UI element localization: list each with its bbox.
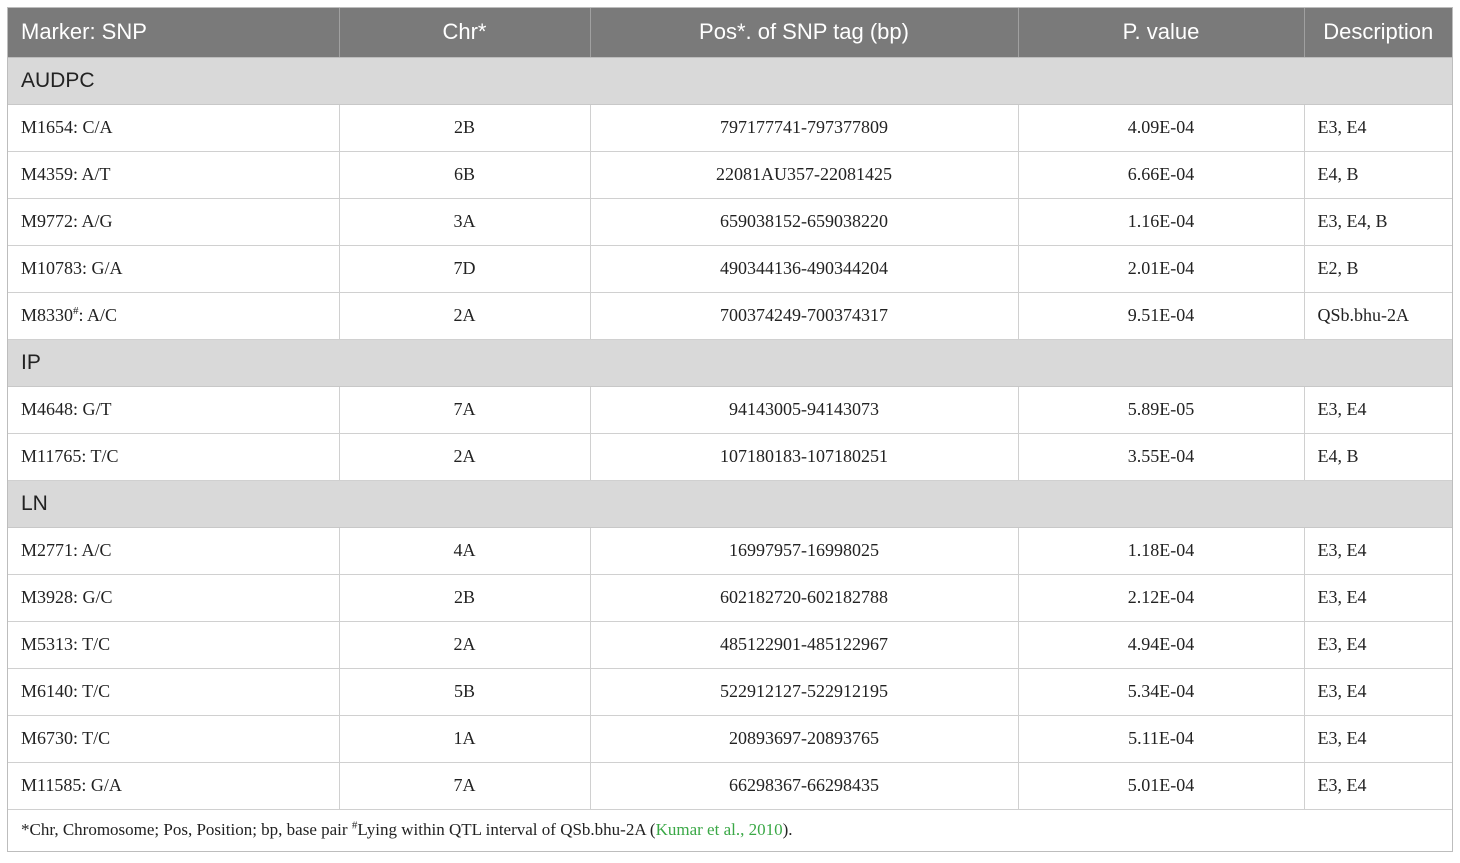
cell-p-value: 5.01E-04 [1018,762,1304,809]
marker-sup: # [73,305,79,317]
footnote-hash-sup: # [351,819,358,832]
cell-marker [8,104,339,151]
cell-p-value: 5.34E-04 [1018,668,1304,715]
cell-description: E2, B [1304,245,1452,292]
footnote-text-middle: Lying within QTL interval of QSb.bhu-2A ( [357,820,656,840]
table-row [8,715,1452,762]
cell-p-value: 9.51E-04 [1018,292,1304,339]
header-position: Pos*. of SNP tag (bp) [590,8,1018,57]
header-description: Description [1304,8,1452,57]
cell-position: 522912127-522912195 [590,668,1018,715]
cell-p-value: 2.01E-04 [1018,245,1304,292]
table-row [8,245,1452,292]
cell-position: 66298367-66298435 [590,762,1018,809]
cell-position: 20893697-20893765 [590,715,1018,762]
table-row [8,527,1452,574]
cell-p-value: 5.89E-05 [1018,386,1304,433]
marker-name: M10783: G/A [21,258,123,278]
cell-marker [8,151,339,198]
marker-name: M11585: G/A [21,775,122,795]
cell-marker [8,433,339,480]
marker-name: M2771: A/C [21,540,112,560]
cell-description: QSb.bhu-2A [1304,292,1452,339]
section-title: IP [8,339,1452,386]
cell-position: 16997957-16998025 [590,527,1018,574]
marker-name: M1654: C/A [21,117,113,137]
section-title: AUDPC [8,57,1452,104]
cell-position: 485122901-485122967 [590,621,1018,668]
cell-description: E3, E4 [1304,668,1452,715]
cell-marker [8,715,339,762]
cell-chr: 2B [339,104,590,151]
footnote-text-after: ). [782,820,793,840]
cell-chr: 1A [339,715,590,762]
cell-marker [8,668,339,715]
cell-marker [8,527,339,574]
marker-name: M4648: G/T [21,399,112,419]
snp-marker-table [8,8,1452,851]
cell-position: 602182720-602182788 [590,574,1018,621]
cell-chr: 4A [339,527,590,574]
footnote [8,809,1452,851]
marker-suffix: : A/C [78,305,118,325]
cell-position: 659038152-659038220 [590,198,1018,245]
section-row [8,339,1452,386]
section-title: LN [8,480,1452,527]
section-row [8,480,1452,527]
marker-name: M5313: T/C [21,634,111,654]
cell-description: E3, E4 [1304,386,1452,433]
cell-p-value: 6.66E-04 [1018,151,1304,198]
table-header-row [8,8,1452,57]
cell-position: 107180183-107180251 [590,433,1018,480]
table-row [8,668,1452,715]
table-row [8,386,1452,433]
marker-name: M6730: T/C [21,728,111,748]
cell-chr: 2A [339,433,590,480]
cell-chr: 7A [339,386,590,433]
table-row [8,198,1452,245]
header-marker: Marker: SNP [8,8,339,57]
cell-marker [8,621,339,668]
cell-chr: 2B [339,574,590,621]
marker-name: M4359: A/T [21,164,111,184]
cell-marker [8,198,339,245]
table-row [8,433,1452,480]
cell-description: E3, E4 [1304,762,1452,809]
cell-description: E4, B [1304,151,1452,198]
marker-name: M3928: G/C [21,587,113,607]
cell-p-value: 4.09E-04 [1018,104,1304,151]
cell-position: 490344136-490344204 [590,245,1018,292]
cell-marker [8,574,339,621]
table-row [8,621,1452,668]
cell-chr: 2A [339,621,590,668]
cell-chr: 3A [339,198,590,245]
cell-description: E3, E4 [1304,715,1452,762]
cell-description: E3, E4 [1304,527,1452,574]
cell-position: 700374249-700374317 [590,292,1018,339]
table-row [8,104,1452,151]
cell-position: 22081AU357-22081425 [590,151,1018,198]
table-body [8,57,1452,809]
footnote-reference-link[interactable]: Kumar et al., 2010 [655,820,783,840]
cell-marker [8,762,339,809]
section-row [8,57,1452,104]
cell-chr: 7D [339,245,590,292]
cell-chr: 2A [339,292,590,339]
cell-p-value: 3.55E-04 [1018,433,1304,480]
marker-name: M8330 [21,305,74,325]
cell-description: E3, E4 [1304,104,1452,151]
cell-marker [8,386,339,433]
cell-position: 94143005-94143073 [590,386,1018,433]
cell-description: E3, E4 [1304,574,1452,621]
marker-name: M9772: A/G [21,211,113,231]
cell-description: E3, E4 [1304,621,1452,668]
table-row [8,574,1452,621]
marker-name: M11765: T/C [21,446,119,466]
table-row [8,151,1452,198]
footnote-text-before: *Chr, Chromosome; Pos, Position; bp, base pair [21,820,352,840]
cell-p-value: 5.11E-04 [1018,715,1304,762]
cell-chr: 6B [339,151,590,198]
cell-p-value: 4.94E-04 [1018,621,1304,668]
cell-chr: 7A [339,762,590,809]
cell-chr: 5B [339,668,590,715]
header-p-value: P. value [1018,8,1304,57]
table-row [8,292,1452,339]
header-chr: Chr* [339,8,590,57]
cell-p-value: 1.16E-04 [1018,198,1304,245]
footnote-row [8,809,1452,851]
table-row [8,762,1452,809]
marker-name: M6140: T/C [21,681,111,701]
snp-table-container [7,7,1453,852]
cell-description: E3, E4, B [1304,198,1452,245]
cell-p-value: 2.12E-04 [1018,574,1304,621]
cell-description: E4, B [1304,433,1452,480]
cell-marker [8,245,339,292]
cell-p-value: 1.18E-04 [1018,527,1304,574]
cell-position: 797177741-797377809 [590,104,1018,151]
cell-marker [8,292,339,339]
